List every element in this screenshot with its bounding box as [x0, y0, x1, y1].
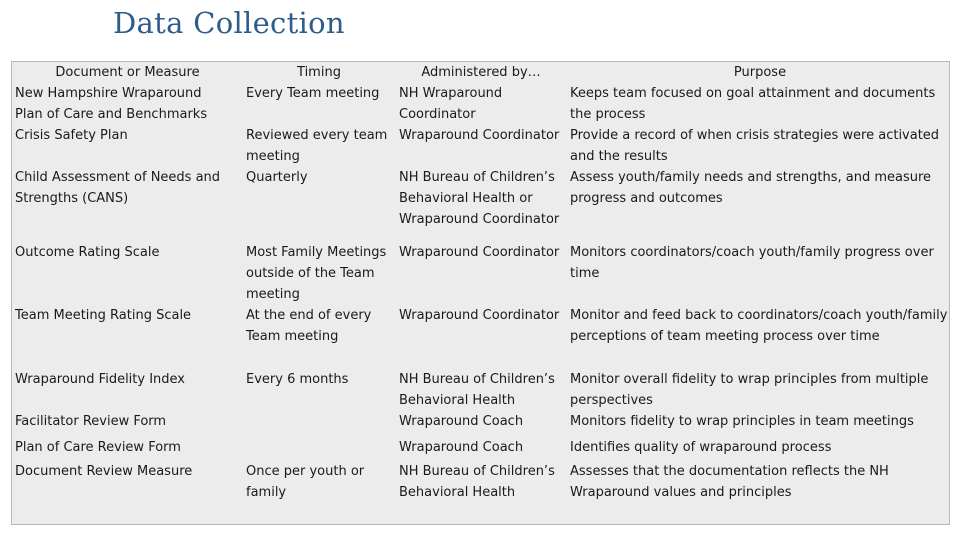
row-document: Document Review Measure [15, 464, 193, 479]
row-timing: Once per youth or family [246, 464, 365, 500]
row-purpose: Identifies quality of wraparound process [570, 440, 832, 455]
row-administered: Wraparound Coordinator [399, 128, 560, 143]
row-purpose: Monitors coordinators/coach youth/family progress over time [570, 245, 934, 281]
row-timing: At the end of every Team meeting [246, 308, 372, 344]
header-timing: Timing [297, 65, 341, 80]
row-document: Crisis Safety Plan [15, 128, 128, 143]
row-document: Outcome Rating Scale [15, 245, 160, 260]
header-purpose: Purpose [733, 65, 787, 80]
row-purpose: Assesses that the documentation reflects the NH Wraparound values and principles [570, 464, 889, 500]
row-purpose: Keeps team focused on goal attainment and documents the process [570, 86, 936, 122]
row-document: New Hampshire Wraparound Plan of Care and Benchmarks [15, 86, 208, 122]
header-document: Document or Measure [55, 65, 200, 80]
row-administered: Wraparound Coordinator [399, 308, 560, 323]
row-timing: Reviewed every team meeting [246, 128, 388, 164]
row-administered: NH Bureau of Children’s Behavioral Health or Wraparound Coordinator [399, 170, 560, 227]
page-title: Data Collection [113, 6, 345, 40]
row-purpose: Monitors fidelity to wrap principles in team meetings [570, 414, 914, 429]
row-timing: Quarterly [246, 170, 308, 185]
row-document: Child Assessment of Needs and Strengths (CANS) [15, 170, 221, 206]
row-purpose: Monitor overall fidelity to wrap principles from multiple perspectives [570, 372, 929, 408]
row-timing: Most Family Meetings outside of the Team meeting [246, 245, 387, 302]
row-document: Team Meeting Rating Scale [15, 308, 192, 323]
row-purpose: Provide a record of when crisis strategies were activated and the results [570, 128, 940, 164]
row-purpose: Assess youth/family needs and strengths, and measure progress and outcomes [570, 170, 932, 206]
row-administered: Wraparound Coordinator [399, 245, 560, 260]
header-administered: Administered by… [421, 65, 541, 80]
row-timing: Every 6 months [246, 372, 349, 387]
row-document: Wraparound Fidelity Index [15, 372, 186, 387]
row-administered: NH Bureau of Children’s Behavioral Health [399, 464, 555, 500]
row-document: Facilitator Review Form [15, 414, 167, 429]
row-administered: Wraparound Coach [399, 440, 524, 455]
row-timing: Every Team meeting [246, 86, 380, 101]
row-purpose: Monitor and feed back to coordinators/coach youth/family perceptions of team meeting process over time [570, 308, 948, 344]
row-administered: NH Bureau of Children’s Behavioral Health [399, 372, 555, 408]
row-administered: Wraparound Coach [399, 414, 524, 429]
row-administered: NH Wraparound Coordinator [399, 86, 503, 122]
row-document: Plan of Care Review Form [15, 440, 181, 455]
